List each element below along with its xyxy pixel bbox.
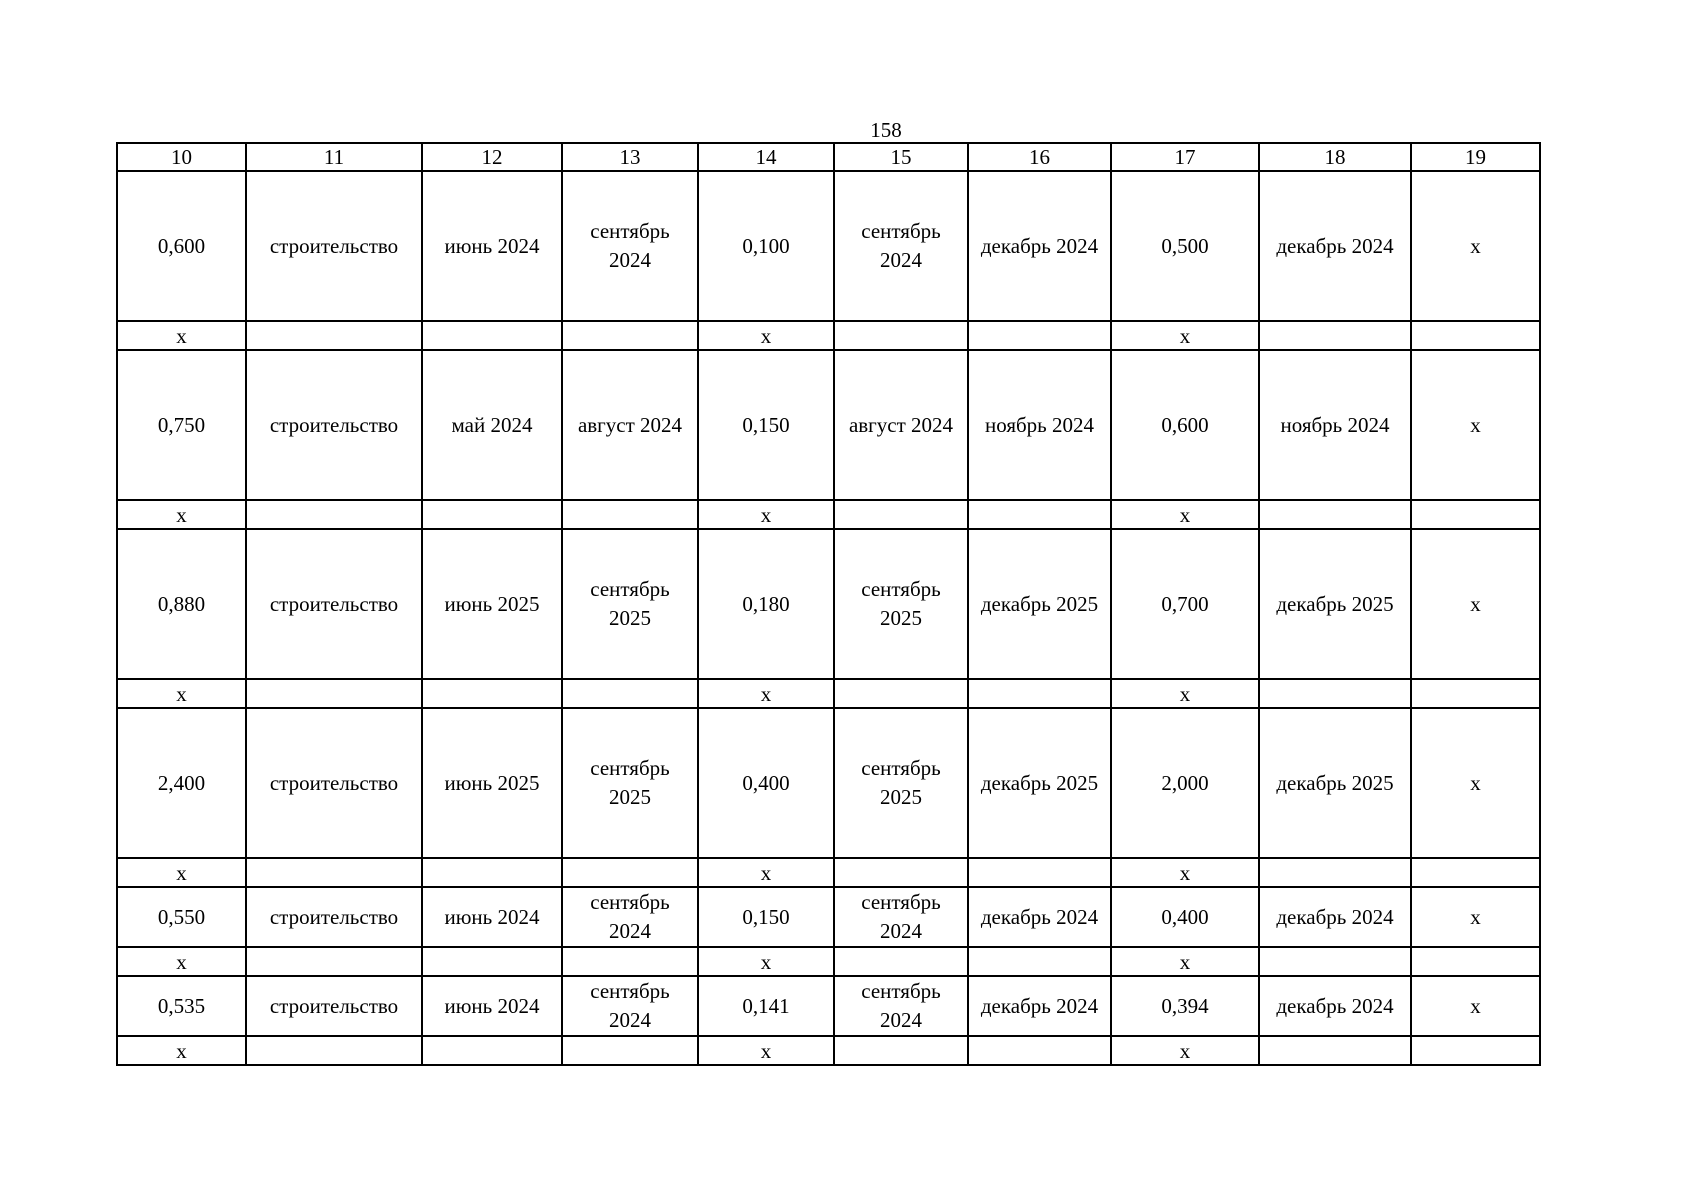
column-header: 11 xyxy=(246,143,422,171)
table-cell xyxy=(968,321,1111,350)
table-cell: сентябрь 2024 xyxy=(562,171,698,321)
table-cell: 0,550 xyxy=(117,887,246,947)
table-cell xyxy=(968,947,1111,976)
table-cell xyxy=(562,500,698,529)
table-cell: х xyxy=(1111,1036,1259,1065)
table-cell: х xyxy=(698,947,834,976)
table-cell xyxy=(246,321,422,350)
table-cell xyxy=(968,500,1111,529)
column-header: 10 xyxy=(117,143,246,171)
table-cell xyxy=(1411,947,1540,976)
table-cell: 0,180 xyxy=(698,529,834,679)
table-cell: 0,880 xyxy=(117,529,246,679)
table-cell xyxy=(422,321,562,350)
table-cell: х xyxy=(1111,858,1259,887)
table-cell xyxy=(422,679,562,708)
table-cell: сентябрь 2025 xyxy=(562,529,698,679)
table-cell xyxy=(1411,1036,1540,1065)
table-cell xyxy=(1411,679,1540,708)
table-cell xyxy=(1259,858,1411,887)
table-cell: декабрь 2025 xyxy=(1259,529,1411,679)
table-cell: 0,100 xyxy=(698,171,834,321)
table-cell: 0,500 xyxy=(1111,171,1259,321)
table-cell xyxy=(968,858,1111,887)
table-cell xyxy=(834,321,968,350)
table-cell xyxy=(1259,321,1411,350)
table-cell: декабрь 2024 xyxy=(968,887,1111,947)
column-header: 15 xyxy=(834,143,968,171)
table-cell: декабрь 2024 xyxy=(1259,171,1411,321)
table-cell: сентябрь 2024 xyxy=(834,171,968,321)
table-cell: июнь 2024 xyxy=(422,976,562,1036)
table-cell: август 2024 xyxy=(834,350,968,500)
table-row-marker xyxy=(117,321,1540,350)
table-cell: 0,394 xyxy=(1111,976,1259,1036)
table-cell: х xyxy=(117,500,246,529)
table-cell: х xyxy=(1111,500,1259,529)
table-cell xyxy=(562,858,698,887)
column-header-row xyxy=(117,143,1540,171)
table-cell: 0,600 xyxy=(1111,350,1259,500)
table-row xyxy=(117,887,1540,947)
table-cell: строительство xyxy=(246,171,422,321)
table-cell: х xyxy=(698,858,834,887)
table-cell xyxy=(834,947,968,976)
table-row xyxy=(117,529,1540,679)
table-cell: ноябрь 2024 xyxy=(968,350,1111,500)
table-cell: декабрь 2025 xyxy=(1259,708,1411,858)
table-cell xyxy=(1259,947,1411,976)
table-row-marker xyxy=(117,947,1540,976)
table-cell: х xyxy=(698,500,834,529)
table-cell: х xyxy=(698,321,834,350)
table-cell: сентябрь 2024 xyxy=(834,976,968,1036)
table-cell: май 2024 xyxy=(422,350,562,500)
table-cell: строительство xyxy=(246,976,422,1036)
table-cell: 0,750 xyxy=(117,350,246,500)
table-cell: 0,535 xyxy=(117,976,246,1036)
table-cell: 0,600 xyxy=(117,171,246,321)
table-cell: 0,400 xyxy=(1111,887,1259,947)
table-cell: х xyxy=(1411,350,1540,500)
table-cell: сентябрь 2024 xyxy=(834,887,968,947)
table-cell xyxy=(968,1036,1111,1065)
table-cell: сентябрь 2025 xyxy=(834,708,968,858)
table-cell: х xyxy=(117,1036,246,1065)
table-cell: строительство xyxy=(246,708,422,858)
table-cell xyxy=(562,1036,698,1065)
table-cell: х xyxy=(1411,887,1540,947)
table-cell: х xyxy=(1111,947,1259,976)
table-cell xyxy=(562,321,698,350)
column-header: 16 xyxy=(968,143,1111,171)
table-cell: х xyxy=(1411,708,1540,858)
table-row xyxy=(117,976,1540,1036)
table-cell xyxy=(1411,858,1540,887)
table-cell: строительство xyxy=(246,350,422,500)
table-cell: х xyxy=(1411,529,1540,679)
column-header: 14 xyxy=(698,143,834,171)
table-row-marker xyxy=(117,679,1540,708)
table-cell: 0,400 xyxy=(698,708,834,858)
column-header: 18 xyxy=(1259,143,1411,171)
table-cell xyxy=(246,1036,422,1065)
table-body xyxy=(117,143,1540,1065)
table-cell: х xyxy=(1111,679,1259,708)
table-cell: х xyxy=(1111,321,1259,350)
table-cell: декабрь 2025 xyxy=(968,529,1111,679)
table-cell xyxy=(1259,679,1411,708)
table-row-marker xyxy=(117,858,1540,887)
table-cell: х xyxy=(1411,976,1540,1036)
table-cell: х xyxy=(117,679,246,708)
table-cell: июнь 2025 xyxy=(422,708,562,858)
table-cell: декабрь 2024 xyxy=(1259,887,1411,947)
table-cell: 2,400 xyxy=(117,708,246,858)
table-cell: сентябрь 2025 xyxy=(562,708,698,858)
column-header: 13 xyxy=(562,143,698,171)
table-cell xyxy=(246,858,422,887)
table-cell: июнь 2025 xyxy=(422,529,562,679)
table-cell xyxy=(834,679,968,708)
table-cell: декабрь 2024 xyxy=(968,976,1111,1036)
table-cell xyxy=(422,1036,562,1065)
table-cell xyxy=(246,500,422,529)
table-cell xyxy=(1411,500,1540,529)
table-cell xyxy=(562,947,698,976)
table-cell: 0,700 xyxy=(1111,529,1259,679)
table-row xyxy=(117,708,1540,858)
table-cell: декабрь 2024 xyxy=(968,171,1111,321)
table-cell: ноябрь 2024 xyxy=(1259,350,1411,500)
column-header: 12 xyxy=(422,143,562,171)
table-row-marker xyxy=(117,1036,1540,1065)
data-table xyxy=(116,142,1541,1066)
table-cell: июнь 2024 xyxy=(422,171,562,321)
table-cell: х xyxy=(117,858,246,887)
page-number: 158 xyxy=(870,118,902,142)
table-cell xyxy=(1259,500,1411,529)
table-cell xyxy=(834,1036,968,1065)
table-cell: сентябрь 2025 xyxy=(834,529,968,679)
table-cell: декабрь 2025 xyxy=(968,708,1111,858)
table-cell: х xyxy=(117,321,246,350)
table-cell: х xyxy=(698,679,834,708)
table-cell xyxy=(422,947,562,976)
table-cell xyxy=(1411,321,1540,350)
table-cell: 0,150 xyxy=(698,350,834,500)
table-cell xyxy=(422,500,562,529)
table-cell xyxy=(422,858,562,887)
table-cell: строительство xyxy=(246,887,422,947)
table-cell: сентябрь 2024 xyxy=(562,976,698,1036)
table-row xyxy=(117,171,1540,321)
column-header: 17 xyxy=(1111,143,1259,171)
table-cell xyxy=(834,858,968,887)
table-cell xyxy=(1259,1036,1411,1065)
table-cell xyxy=(562,679,698,708)
table-cell: х xyxy=(698,1036,834,1065)
table-cell: строительство xyxy=(246,529,422,679)
table-cell: 0,150 xyxy=(698,887,834,947)
table-cell: сентябрь 2024 xyxy=(562,887,698,947)
table-cell: х xyxy=(1411,171,1540,321)
column-header: 19 xyxy=(1411,143,1540,171)
table-cell: июнь 2024 xyxy=(422,887,562,947)
table-cell: декабрь 2024 xyxy=(1259,976,1411,1036)
table-cell: 0,141 xyxy=(698,976,834,1036)
table-row-marker xyxy=(117,500,1540,529)
table-cell xyxy=(246,679,422,708)
table-cell xyxy=(834,500,968,529)
table-cell: 2,000 xyxy=(1111,708,1259,858)
table-cell xyxy=(968,679,1111,708)
table-cell: х xyxy=(117,947,246,976)
table-cell xyxy=(246,947,422,976)
table-cell: август 2024 xyxy=(562,350,698,500)
table-row xyxy=(117,350,1540,500)
